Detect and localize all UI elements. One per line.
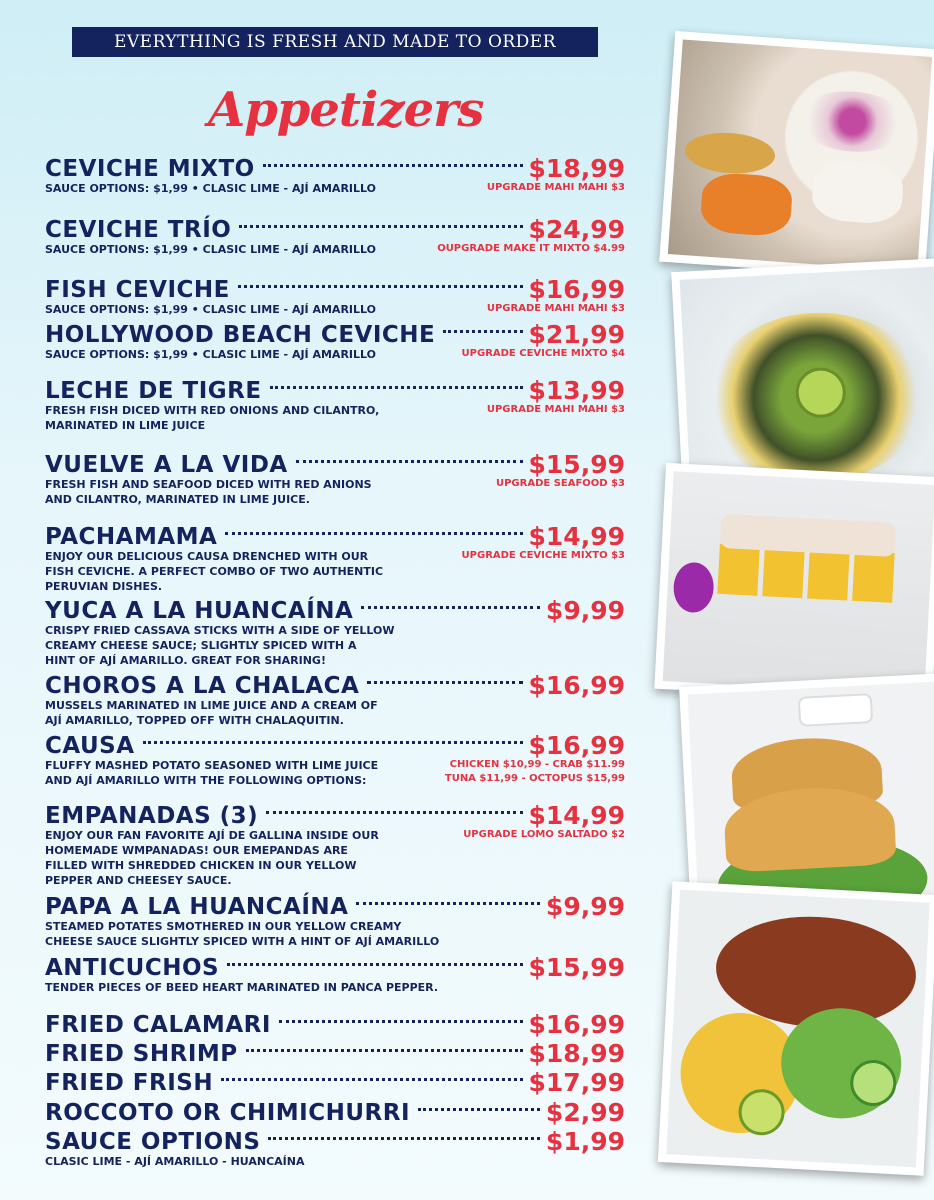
dot-leader [270,386,523,389]
item-name: ANTICUCHOS [45,955,220,981]
item-description: SAUCE OPTIONS: $1,99 • CLASIC LIME - AJÍ AMARILLO [45,303,376,316]
item-price: $16,99 [528,671,625,700]
section-title: Appetizers [208,82,484,138]
dot-leader [239,225,523,228]
item-name: FRIED CALAMARI [45,1012,271,1038]
item-price: $16,99 [528,731,625,760]
dot-leader [361,606,540,609]
item-price: $15,99 [528,450,625,479]
item-price: $2,99 [545,1098,625,1127]
item-name: PACHAMAMA [45,524,218,550]
item-price: $16,99 [528,275,625,304]
item-price: $15,99 [528,953,625,982]
item-description: FRESH FISH AND SEAFOOD DICED WITH RED ANIONS AND CILANTRO, MARINATED IN LIME JUICE. [45,478,372,506]
item-price: $13,99 [528,376,625,405]
dot-leader [263,164,523,167]
item-price: $16,99 [528,1010,625,1039]
fried-fish-photo [658,881,934,1176]
item-name: ROCCOTO OR CHIMICHURRI [45,1100,411,1126]
dot-leader [296,460,523,463]
item-price: $17,99 [528,1068,625,1097]
causa-photo [654,463,934,703]
item-price: $18,99 [528,154,625,183]
dot-leader [367,681,523,684]
item-price: $1,99 [545,1127,625,1156]
item-price: $9,99 [545,892,625,921]
item-upgrade: CHICKEN $10,99 - CRAB $11.99 TUNA $11,99 - OCTOPUS $15,99 [444,759,625,784]
dot-leader [266,811,523,814]
item-price: $14,99 [528,801,625,830]
dot-leader [443,330,523,333]
item-upgrade: UPGRADE MAHI MAHI $3 [486,404,625,415]
dot-leader [143,741,523,744]
item-upgrade: UPGRADE SEAFOOD $3 [495,478,625,489]
dot-leader [238,285,523,288]
item-upgrade: UPGRADE CEVICHE MIXTO $3 [461,550,625,561]
item-upgrade: UPGRADE CEVICHE MIXTO $4 [461,348,625,359]
item-upgrade: OUPGRADE MAKE IT MIXTO $4.99 [437,243,625,254]
item-price: $9,99 [545,596,625,625]
dot-leader [279,1020,523,1023]
item-description: SAUCE OPTIONS: $1,99 • CLASIC LIME - AJÍ AMARILLO [45,182,376,195]
item-price: $21,99 [528,320,625,349]
dot-leader [356,902,540,905]
item-name: CAUSA [45,733,135,759]
item-description: FLUFFY MASHED POTATO SEASONED WITH LIME JUICE AND AJÍ AMARILLO WITH THE FOLLOWING OPTIONS: [45,759,379,787]
item-name: EMPANADAS (3) [45,803,259,829]
dot-leader [221,1078,523,1081]
item-description: FRESH FISH DICED WITH RED ONIONS AND CILANTRO, MARINATED IN LIME JUICE [45,404,380,432]
item-name: YUCA A LA HUANCAÍNA [45,598,354,624]
item-description: ENJOY OUR FAN FAVORITE AJÍ DE GALLINA INSIDE OUR HOMEMADE WMPANADAS! OUR EMEPANDAS ARE FILLED WITH SHREDDED CHICKEN IN OUR YELLOW PEPPER AND CHEESEY SAUCE. [45,829,379,887]
item-description: STEAMED POTATES SMOTHERED IN OUR YELLOW CREAMY CHEESE SAUCE SLIGHTLY SPICED WITH A HINT OF AJÍ AMARILLO [45,920,440,948]
item-price: $24,99 [528,215,625,244]
item-description: CLASIC LIME - AJÍ AMARILLO - HUANCAÍNA [45,1155,305,1168]
item-upgrade: UPGRADE MAHI MAHI $3 [486,182,625,193]
item-name: HOLLYWOOD BEACH CEVICHE [45,322,436,348]
item-price: $14,99 [528,522,625,551]
ceviche-photo [659,31,934,280]
item-description: MUSSELS MARINATED IN LIME JUICE AND A CREAM OF AJÍ AMARILLO, TOPPED OFF WITH CHALAQUITIN. [45,699,378,727]
dot-leader [268,1137,540,1140]
item-upgrade: UPGRADE LOMO SALTADO $2 [463,829,625,840]
item-description: ENJOY OUR DELICIOUS CAUSA DRENCHED WITH OUR FISH CEVICHE. A PERFECT COMBO OF TWO AUTHENTIC PERUVIAN DISHES. [45,550,384,593]
item-name: FRIED SHRIMP [45,1041,238,1067]
item-name: CEVICHE TRÍO [45,217,232,243]
item-name: LECHE DE TIGRE [45,378,262,404]
dot-leader [227,963,523,966]
item-name: CEVICHE MIXTO [45,156,255,182]
item-upgrade: UPGRADE MAHI MAHI $3 [486,303,625,314]
dot-leader [418,1108,540,1111]
item-name: CHOROS A LA CHALACA [45,673,360,699]
item-price: $18,99 [528,1039,625,1068]
top-banner: EVERYTHING IS FRESH AND MADE TO ORDER [72,27,598,57]
item-name: FISH CEVICHE [45,277,230,303]
item-name: SAUCE OPTIONS [45,1129,261,1155]
item-name: FRIED FRISH [45,1070,214,1096]
dot-leader [225,532,523,535]
item-description: SAUCE OPTIONS: $1,99 • CLASIC LIME - AJÍ AMARILLO [45,348,376,361]
item-name: PAPA A LA HUANCAÍNA [45,894,349,920]
item-description: SAUCE OPTIONS: $1,99 • CLASIC LIME - AJÍ AMARILLO [45,243,376,256]
item-name: VUELVE A LA VIDA [45,452,288,478]
dot-leader [246,1049,523,1052]
item-description: TENDER PIECES OF BEED HEART MARINATED IN PANCA PEPPER. [45,981,439,994]
item-description: CRISPY FRIED CASSAVA STICKS WITH A SIDE OF YELLOW CREAMY CHEESE SAUCE; SLIGHTLY SPICED WITH A HINT OF AJÍ AMARILLO. GREAT FOR SHARING! [45,624,395,667]
